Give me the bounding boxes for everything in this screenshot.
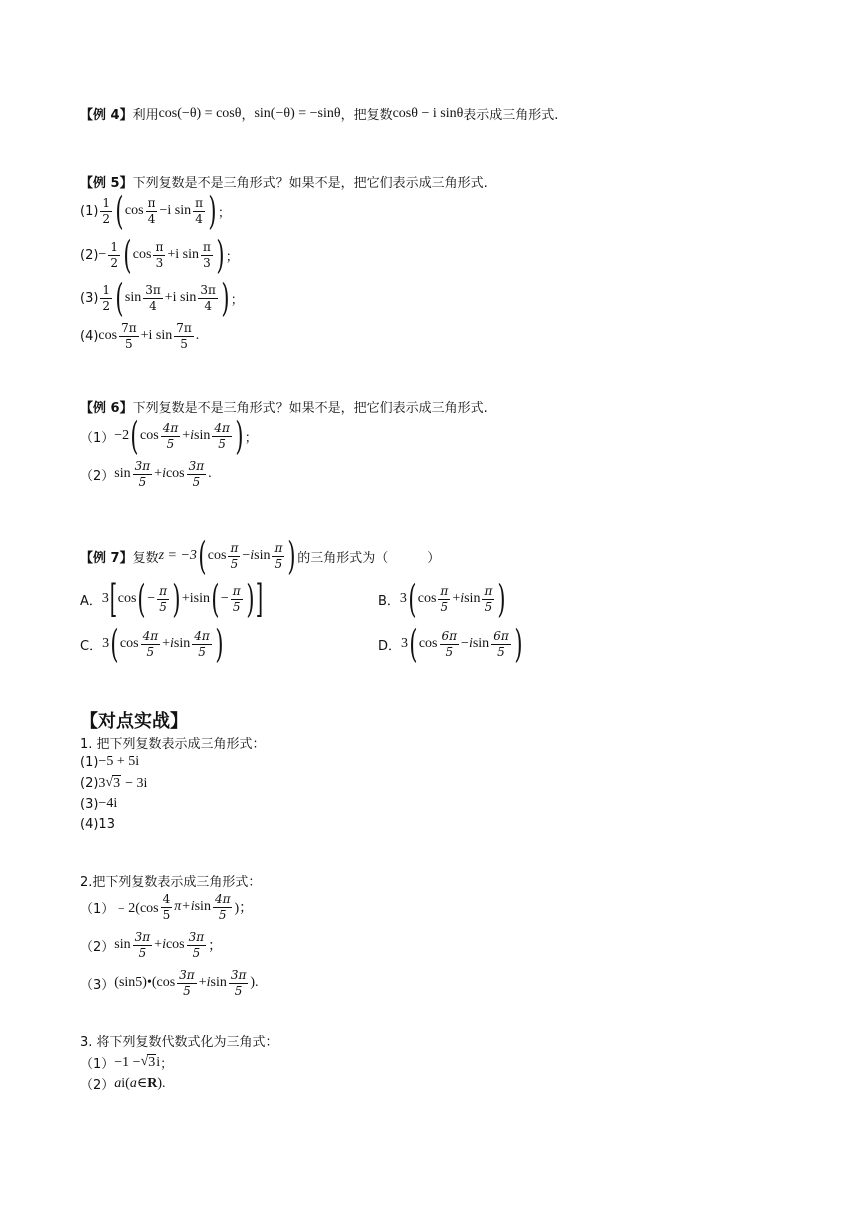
example-4-identity-sin: sin(−θ) = −sinθ bbox=[254, 105, 341, 121]
example-6-label: 【例 6】 bbox=[80, 401, 133, 416]
fraction: $\frac{\pi}{5}$ bbox=[232, 583, 241, 614]
fraction: $\frac{1}{2}$ bbox=[102, 282, 111, 313]
example-4-text-2: ，把复数 bbox=[340, 108, 393, 123]
fraction: $\frac{4\pi}{5}$ bbox=[142, 628, 159, 659]
fraction: $\frac{\pi}{3}$ bbox=[203, 239, 211, 270]
fraction: $\frac{\pi}{5}$ bbox=[484, 583, 493, 614]
fraction: $\frac{1}{2}$ bbox=[110, 239, 118, 270]
fraction: $\frac{6\pi}{5}$ bbox=[441, 628, 458, 659]
example-4-identity-cos: cos(−θ) = cosθ bbox=[158, 105, 242, 121]
sqrt: √ 3 bbox=[105, 775, 121, 791]
example-4-separator: ， bbox=[241, 108, 255, 123]
fraction: $\frac{4\pi}{5}$ bbox=[162, 420, 179, 451]
practice-q1-prompt: 1. 把下列复数表示成三角形式： bbox=[80, 737, 266, 752]
example-4 bbox=[80, 104, 558, 123]
fraction: $\frac{\pi}{5}$ bbox=[440, 583, 449, 614]
example-5-label: 【例 5】 bbox=[80, 176, 133, 191]
fraction: $\frac{\pi}{5}$ bbox=[159, 583, 168, 614]
fraction: $\frac{3\pi}{4}$ bbox=[145, 282, 161, 313]
fraction: $\frac{3\pi}{5}$ bbox=[134, 459, 151, 489]
example-5-item-4: (4) cos $\frac{7\pi}{5}$ + i sin $\frac{7\pi}{5}$ . bbox=[80, 321, 200, 351]
practice-q1-item-4: (4) 13 bbox=[80, 817, 115, 832]
fraction: $\frac{3\pi}{5}$ bbox=[134, 930, 151, 960]
practice-q2-prompt: 2.把下列复数表示成三角形式： bbox=[80, 875, 262, 890]
fraction: $\frac{4}{5}$ bbox=[162, 892, 171, 922]
example-7-option-c[interactable]: C． 3 ( cos $\frac{4\pi}{5}$ + i sin $\frac{4\pi}{5}$ ) bbox=[80, 622, 224, 666]
fraction: $\frac{4\pi}{5}$ bbox=[214, 892, 231, 922]
practice-q3-item-1: （1） −1 − √ 3 i ； bbox=[80, 1054, 174, 1072]
example-5-item-1: (1) $\frac{1}{2}$ ( cos $\frac{\pi}{4}$ − i sin $\frac{\pi}{4}$ ) ； bbox=[80, 189, 231, 233]
example-5-item-3: (3) $\frac{1}{2}$ ( sin $\frac{3\pi}{4}$ + i sin $\frac{3\pi}{4}$ ) ； bbox=[80, 276, 244, 320]
example-7-question: 【例 7】 复数 z = −3 ( cos $\frac{\pi}{5}$ − i sin $\frac{\pi}{5}$ ) 的三角形式为（ ） bbox=[80, 534, 441, 578]
practice-q1-item-2: (2) 3 √ 3 − 3i bbox=[80, 775, 148, 791]
practice-q1-item-1: (1) −5 + 5i bbox=[80, 754, 140, 770]
practice-q1-item-3: (3) −4i bbox=[80, 796, 118, 812]
example-4-label: 【例 4】 bbox=[80, 108, 133, 123]
example-6-item-2: （2） sin $\frac{3\pi}{5}$ + i cos $\frac{3\pi}{5}$ . bbox=[80, 459, 212, 489]
fraction: $\frac{4\pi}{5}$ bbox=[194, 628, 210, 659]
example-4-expression: cosθ − i sinθ bbox=[392, 105, 464, 121]
sqrt: √ 3 bbox=[140, 1054, 156, 1070]
fraction: $\frac{3\pi}{5}$ bbox=[230, 968, 247, 998]
fraction: $\frac{3\pi}{5}$ bbox=[188, 459, 205, 489]
fraction: $\frac{7\pi}{5}$ bbox=[121, 321, 137, 351]
example-7-option-b[interactable]: B． 3 ( cos $\frac{\pi}{5}$ + i sin $\frac{\pi}{5}$ ) bbox=[378, 577, 506, 621]
fraction: $\frac{\pi}{5}$ bbox=[230, 540, 239, 571]
practice-heading: 【对点实战】 bbox=[80, 711, 188, 732]
example-4-text-3: 表示成三角形式. bbox=[463, 108, 559, 123]
fraction: $\frac{\pi}{5}$ bbox=[274, 540, 283, 571]
example-4-text-1: 利用 bbox=[132, 108, 159, 123]
fraction: $\frac{1}{2}$ bbox=[102, 195, 111, 226]
fraction: $\frac{3\pi}{5}$ bbox=[179, 968, 195, 998]
example-5-prompt: 下列复数是不是三角形式？如果不是，把它们表示成三角形式. bbox=[132, 176, 488, 191]
example-6-header bbox=[80, 397, 488, 416]
practice-q2-item-3: （3） (sin5)•(cos $\frac{3\pi}{5}$ + i sin $\frac{3\pi}{5}$ ). bbox=[80, 968, 259, 998]
fraction: $\frac{\pi}{3}$ bbox=[155, 239, 164, 270]
example-6-prompt: 下列复数是不是三角形式？如果不是，把它们表示成三角形式. bbox=[132, 401, 488, 416]
fraction: $\frac{3\pi}{4}$ bbox=[200, 282, 216, 313]
example-7-label: 【例 7】 bbox=[80, 550, 133, 566]
fraction: $\frac{3\pi}{5}$ bbox=[188, 930, 205, 960]
practice-q2-item-2: （2） sin $\frac{3\pi}{5}$ + i cos $\frac{3\pi}{5}$ ； bbox=[80, 930, 223, 960]
fraction: $\frac{\pi}{4}$ bbox=[147, 195, 156, 226]
practice-q2-item-1: （1） ﹣2(cos $\frac{4}{5}$ π+ i sin $\frac{4\pi}{5}$ )； bbox=[80, 892, 254, 922]
worksheet-page bbox=[80, 0, 780, 1216]
example-6-item-1: （1） −2 ( cos $\frac{4\pi}{5}$ + i sin $\frac{4\pi}{5}$ ) ； bbox=[80, 414, 258, 458]
fraction: $\frac{4\pi}{5}$ bbox=[214, 420, 230, 451]
fraction: $\frac{\pi}{4}$ bbox=[195, 195, 203, 226]
example-5-header bbox=[80, 172, 488, 191]
fraction: $\frac{7\pi}{5}$ bbox=[176, 321, 192, 351]
fraction: $\frac{6\pi}{5}$ bbox=[493, 628, 509, 659]
example-5-item-2: (2) − $\frac{1}{2}$ ( cos $\frac{\pi}{3}$ + i sin $\frac{\pi}{3}$ ) ； bbox=[80, 233, 239, 277]
practice-q3-item-2: （2） a i( a ∈ R ) . bbox=[80, 1075, 166, 1093]
example-7-option-a[interactable]: A． 3 [ cos ( − $\frac{\pi}{5}$ ) + isin ( − $\frac{\pi}{5}$ ) ] bbox=[80, 577, 264, 621]
example-7-option-d[interactable]: D． 3 ( cos $\frac{6\pi}{5}$ − i sin $\frac{6\pi}{5}$ ) bbox=[378, 622, 523, 666]
practice-q3-prompt: 3. 将下列复数代数式化为三角式： bbox=[80, 1035, 279, 1050]
